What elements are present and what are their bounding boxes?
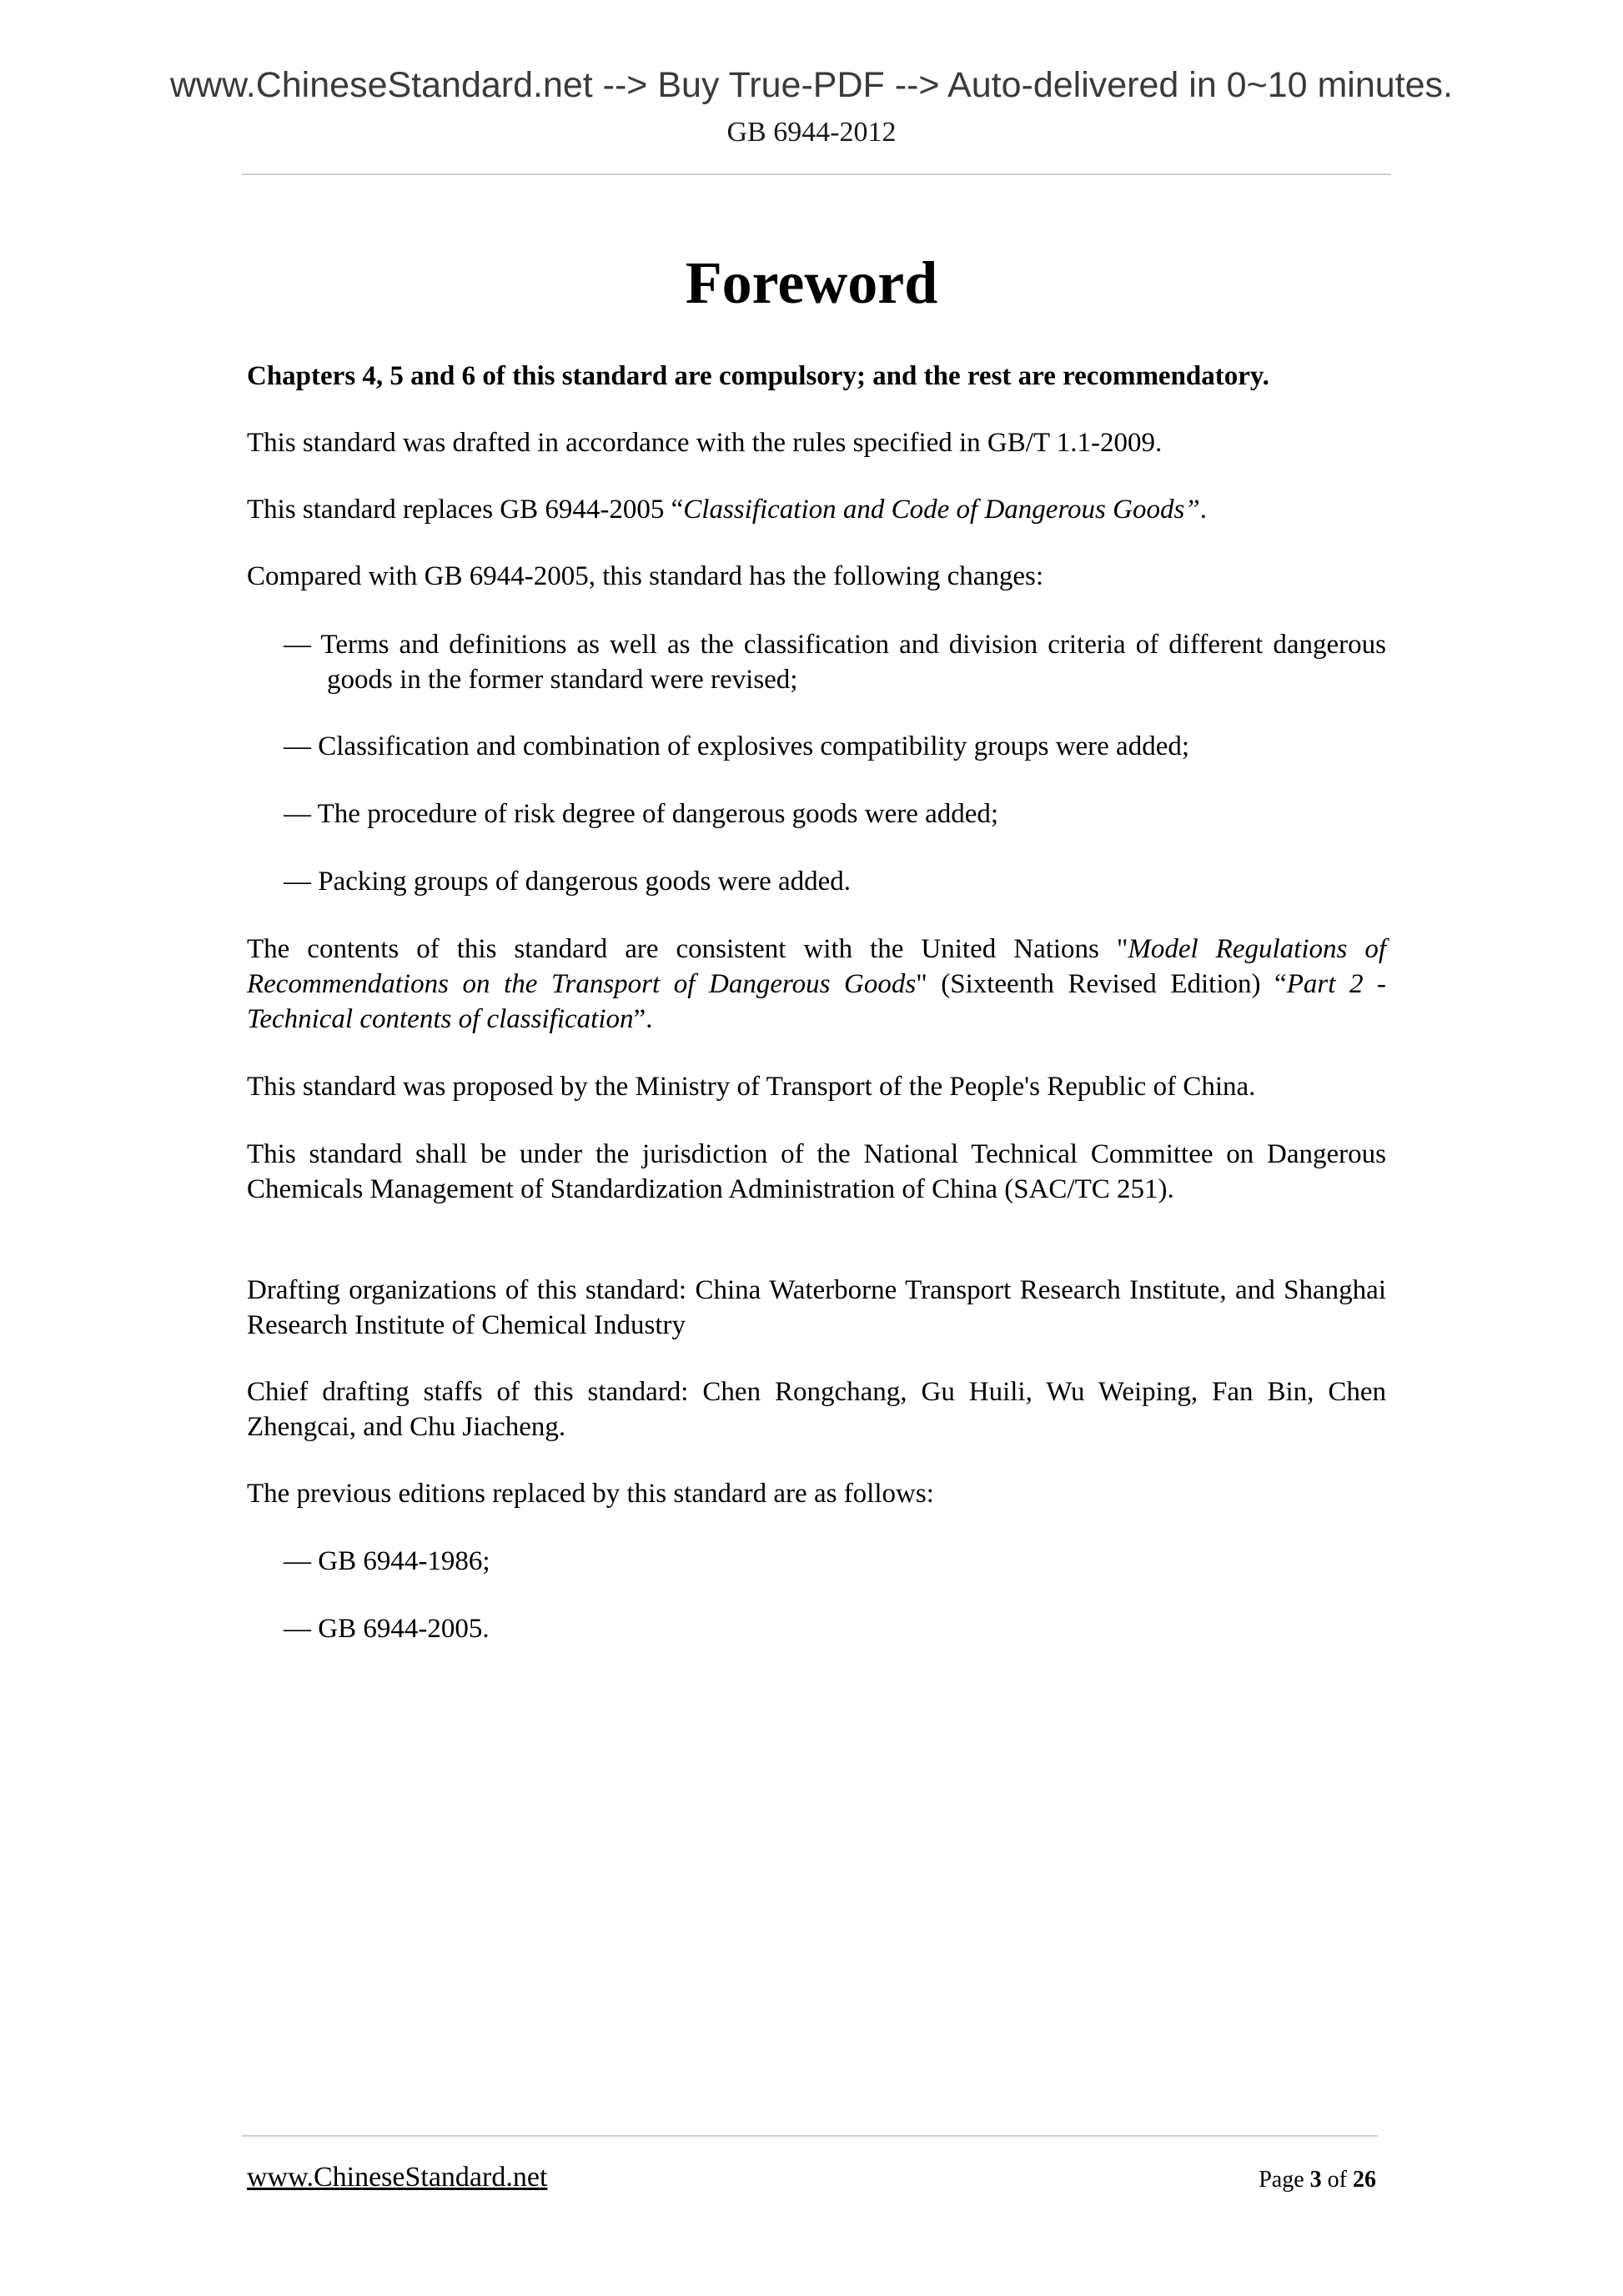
un-consistency-paragraph <box>247 932 1386 1037</box>
change-item: — The procedure of risk degree of dangerous goods were added; <box>284 799 999 829</box>
previous-editions-paragraph: The previous editions replaced by this standard are as follows: <box>247 1479 934 1509</box>
footer-website-link[interactable]: www.ChineseStandard.net <box>247 2162 548 2193</box>
header-divider <box>242 173 1391 175</box>
un-regulations-title: Model Regulations of Recommendations on the Transport of Dangerous Goods <box>247 934 1386 999</box>
page-word: Page <box>1259 2167 1310 2193</box>
page-number <box>1126 2167 1376 2193</box>
proposed-paragraph: This standard was proposed by the Ministry of Transport of the People's Republic of China. <box>247 1072 1256 1102</box>
replaces-paragraph <box>247 492 1386 527</box>
jurisdiction-paragraph: This standard shall be under the jurisdiction of the National Technical Committee on Dangerous Chemicals Management of Standardization Administration of China (SAC/TC 251). <box>247 1139 1386 1204</box>
change-item: — Terms and definitions as well as the classification and division criteria of different dangerous goods in the former standard were revised; <box>284 630 1386 695</box>
change-item: — Packing groups of dangerous goods were added. <box>284 867 852 897</box>
footer-divider <box>242 2135 1378 2137</box>
staff-paragraph: Chief drafting staffs of this standard: Chen Rongchang, Gu Huili, Wu Weiping, Fan Bin, Chen Zhengcai, and Chu Jiacheng. <box>247 1377 1386 1442</box>
edition-item: — GB 6944-2005. <box>284 1614 490 1644</box>
replaces-prefix: This standard replaces GB 6944-2005 “ <box>247 495 684 525</box>
un-text-2: " (Sixteenth Revised Edition) “ <box>916 969 1287 999</box>
edition-item: — GB 6944-1986; <box>284 1546 490 1576</box>
total-pages: 26 <box>1353 2167 1376 2193</box>
compulsory-statement: Chapters 4, 5 and 6 of this standard are compulsory; and the rest are recommendatory. <box>247 361 1269 391</box>
page-title: Foreword <box>685 249 938 316</box>
un-text-1: The contents of this standard are consistent with the United Nations " <box>247 934 1128 964</box>
replaces-suffix: . <box>1199 495 1207 525</box>
un-part-title: Part 2 - Technical contents of classification <box>247 969 1386 1034</box>
page-of: of <box>1321 2167 1353 2193</box>
drafting-rules-paragraph: This standard was drafted in accordance with the rules specified in GB/T 1.1-2009. <box>247 428 1163 458</box>
header-banner: www.ChineseStandard.net --> Buy True-PDF --> Auto-delivered in 0~10 minutes. <box>169 65 1453 105</box>
change-item: — Classification and combination of explosives compatibility groups were added; <box>284 731 1190 761</box>
organizations-paragraph: Drafting organizations of this standard: China Waterborne Transport Research Institute, and Shanghai Research Institute of Chemical Industry <box>247 1275 1386 1340</box>
compared-paragraph: Compared with GB 6944-2005, this standard has the following changes: <box>247 561 1044 591</box>
document-code: GB 6944-2012 <box>726 117 897 148</box>
current-page: 3 <box>1309 2167 1322 2193</box>
un-text-3: ”. <box>633 1004 653 1034</box>
replaced-standard-title: Classification and Code of Dangerous Goods” <box>683 495 1200 525</box>
